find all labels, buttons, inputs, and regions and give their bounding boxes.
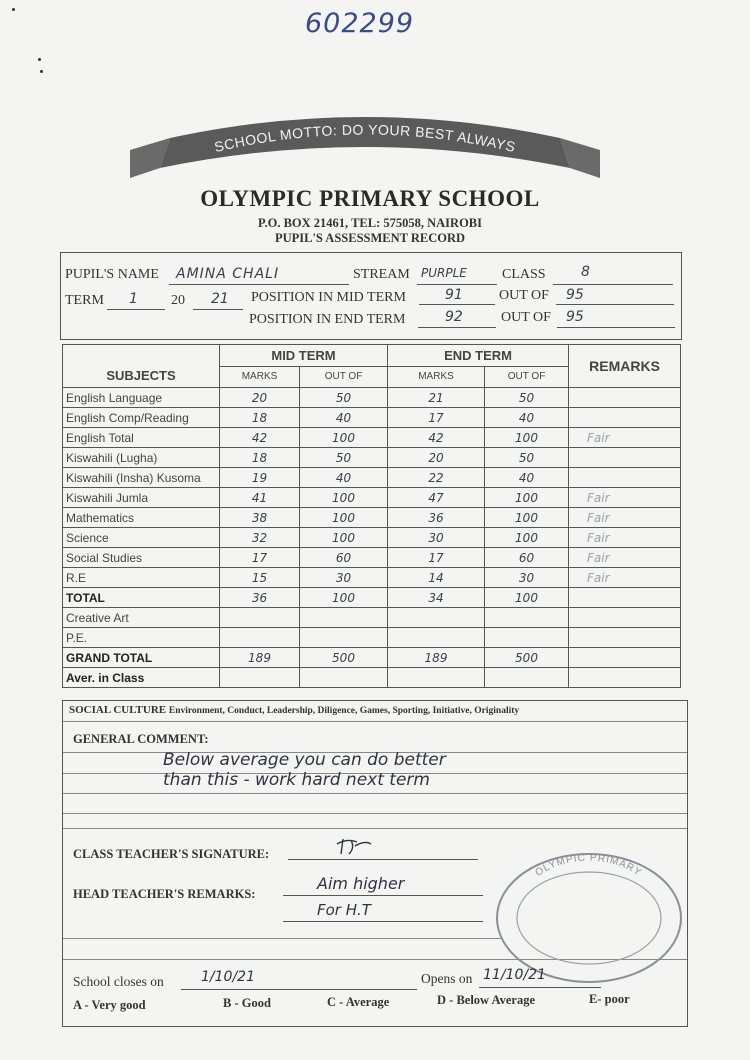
comment-line xyxy=(63,793,687,794)
mid-out-of-cell: 30 xyxy=(300,568,388,588)
social-culture-label xyxy=(69,704,519,716)
remark-cell xyxy=(569,588,681,608)
comment-line xyxy=(63,813,687,814)
general-comment-label: GENERAL COMMENT: xyxy=(73,732,209,746)
stamp-text: OLYMPIC PRIMARY xyxy=(533,852,644,879)
subject-cell: GRAND TOTAL xyxy=(63,648,220,668)
comments-box xyxy=(62,700,688,1027)
table-row xyxy=(63,468,681,488)
svg-text:OLYMPIC PRIMARY xyxy=(533,853,643,879)
mid-out-of-cell: 100 xyxy=(300,428,388,448)
end-out-of-cell: 100 xyxy=(485,488,569,508)
marks-body xyxy=(63,388,681,688)
mid-marks-cell: 32 xyxy=(220,528,300,548)
end-marks-cell: 17 xyxy=(388,408,485,428)
mid-out-of-cell: 100 xyxy=(300,528,388,548)
end-marks-cell: 36 xyxy=(388,508,485,528)
grade-c: C - Average xyxy=(327,995,390,1009)
school-stamp-icon xyxy=(491,846,687,986)
term-line xyxy=(107,309,165,310)
mid-out-of-cell xyxy=(300,628,388,648)
remark-cell xyxy=(569,608,681,628)
end-out-of-cell xyxy=(485,668,569,688)
subject-cell: Mathematics xyxy=(63,508,220,528)
subject-cell: Kiswahili (Lugha) xyxy=(63,448,220,468)
term-value: 1 xyxy=(129,291,138,307)
end-out-of-line xyxy=(557,327,675,328)
general-comment-line-1: Below average you can do better xyxy=(163,750,446,770)
class-value: 8 xyxy=(581,264,590,280)
mid-out-of-cell: 100 xyxy=(300,488,388,508)
table-row xyxy=(63,568,681,588)
remark-cell xyxy=(569,648,681,668)
school-closes-label: School closes on xyxy=(73,974,164,989)
remark-cell: Fair xyxy=(569,548,681,568)
subject-cell: English Total xyxy=(63,428,220,448)
mid-marks-cell: 41 xyxy=(220,488,300,508)
head-teacher-remark-1: Aim higher xyxy=(317,874,405,893)
end-marks-cell: 30 xyxy=(388,528,485,548)
table-row xyxy=(63,388,681,408)
table-row xyxy=(63,588,681,608)
mid-out-of-line xyxy=(556,304,674,305)
end-marks-cell: 17 xyxy=(388,548,485,568)
year-prefix: 20 xyxy=(171,293,185,308)
end-marks-cell: 42 xyxy=(388,428,485,448)
subject-cell: R.E xyxy=(63,568,220,588)
table-row xyxy=(63,548,681,568)
motto-banner xyxy=(130,108,600,188)
end-marks-cell xyxy=(388,608,485,628)
end-out-of-cell: 500 xyxy=(485,648,569,668)
mid-marks-cell: 38 xyxy=(220,508,300,528)
mid-position-line xyxy=(419,304,495,305)
mid-out-of-cell xyxy=(300,608,388,628)
mid-out-of-cell: 100 xyxy=(300,588,388,608)
mid-marks-cell xyxy=(220,628,300,648)
table-header-row xyxy=(63,345,681,367)
grade-a: A - Very good xyxy=(73,998,146,1012)
divider xyxy=(63,721,687,722)
remark-cell: Fair xyxy=(569,528,681,548)
end-marks-cell: 21 xyxy=(388,388,485,408)
mid-marks-cell: 18 xyxy=(220,408,300,428)
mid-out-of-value: 95 xyxy=(566,287,584,303)
end-out-of-value: 95 xyxy=(566,309,584,325)
table-row xyxy=(63,448,681,468)
end-out-of-cell: 30 xyxy=(485,568,569,588)
table-row xyxy=(63,428,681,448)
class-teacher-line xyxy=(288,859,478,860)
head-teacher-label: HEAD TEACHER'S REMARKS: xyxy=(73,887,256,901)
end-out-of-cell: 100 xyxy=(485,508,569,528)
remark-cell: Fair xyxy=(569,568,681,588)
mid-out-of-cell: 500 xyxy=(300,648,388,668)
mid-out-of-label: OUT OF xyxy=(499,288,549,303)
mid-marks-cell: 18 xyxy=(220,448,300,468)
remark-cell xyxy=(569,448,681,468)
pupil-info-box xyxy=(60,252,682,340)
mid-marks-cell: 42 xyxy=(220,428,300,448)
end-out-of-cell xyxy=(485,628,569,648)
subject-cell: English Language xyxy=(63,388,220,408)
subjects-header: SUBJECTS xyxy=(63,345,220,388)
closes-line xyxy=(181,989,417,990)
table-row xyxy=(63,668,681,688)
subject-cell: English Comp/Reading xyxy=(63,408,220,428)
subject-cell: Kiswahili (Insha) Kusoma xyxy=(63,468,220,488)
mid-out-of-cell: 40 xyxy=(300,468,388,488)
end-position-value: 92 xyxy=(445,309,463,325)
opens-value: 11/10/21 xyxy=(483,967,546,983)
speck xyxy=(38,58,41,61)
mid-out-of-cell: 60 xyxy=(300,548,388,568)
remark-cell: Fair xyxy=(569,428,681,448)
end-position-label: POSITION IN END TERM xyxy=(249,312,406,327)
mid-marks-cell: 19 xyxy=(220,468,300,488)
speck xyxy=(12,8,15,11)
mid-marks-cell: 17 xyxy=(220,548,300,568)
remark-cell: Fair xyxy=(569,508,681,528)
subject-cell: Social Studies xyxy=(63,548,220,568)
head-teacher-remark-2: For H.T xyxy=(317,901,371,919)
remark-cell xyxy=(569,668,681,688)
subject-cell: P.E. xyxy=(63,628,220,648)
comment-line xyxy=(63,828,687,829)
school-closes-value: 1/10/21 xyxy=(201,969,255,985)
table-row xyxy=(63,408,681,428)
mid-marks-header: MARKS xyxy=(220,366,300,388)
end-marks-cell: 47 xyxy=(388,488,485,508)
school-name: OLYMPIC PRIMARY SCHOOL xyxy=(200,186,540,211)
opens-line xyxy=(479,987,601,988)
mid-out-of-cell: 50 xyxy=(300,448,388,468)
end-term-header: END TERM xyxy=(388,345,569,367)
remark-cell xyxy=(569,628,681,648)
mid-marks-cell: 20 xyxy=(220,388,300,408)
divider xyxy=(63,938,503,939)
end-out-of-cell: 100 xyxy=(485,528,569,548)
grade-e: E- poor xyxy=(589,992,630,1006)
subject-cell: Creative Art xyxy=(63,608,220,628)
mid-out-of-header: OUT OF xyxy=(300,366,388,388)
end-marks-cell xyxy=(388,668,485,688)
end-marks-cell: 22 xyxy=(388,468,485,488)
mid-out-of-cell: 40 xyxy=(300,408,388,428)
end-out-of-label: OUT OF xyxy=(501,310,551,325)
head-teacher-line xyxy=(283,921,483,922)
pupil-name-label: PUPIL'S NAME xyxy=(65,267,159,282)
end-out-of-cell: 50 xyxy=(485,448,569,468)
year-value: 21 xyxy=(211,291,229,307)
end-out-of-cell: 100 xyxy=(485,428,569,448)
term-label: TERM xyxy=(65,293,104,308)
mid-out-of-cell xyxy=(300,668,388,688)
end-marks-header: MARKS xyxy=(388,366,485,388)
subject-cell: Aver. in Class xyxy=(63,668,220,688)
end-out-of-cell: 40 xyxy=(485,408,569,428)
marks-table xyxy=(62,344,681,688)
table-row xyxy=(63,608,681,628)
remarks-header: REMARKS xyxy=(569,345,681,388)
general-comment-line-2: than this - work hard next term xyxy=(163,770,430,790)
remark-cell xyxy=(569,468,681,488)
remark-cell: Fair xyxy=(569,488,681,508)
mid-out-of-cell: 100 xyxy=(300,508,388,528)
end-marks-cell: 189 xyxy=(388,648,485,668)
head-teacher-line xyxy=(283,895,483,896)
speck xyxy=(40,70,43,73)
stream-line xyxy=(417,284,497,285)
end-out-of-cell: 100 xyxy=(485,588,569,608)
class-teacher-label: CLASS TEACHER'S SIGNATURE: xyxy=(73,847,270,861)
class-line xyxy=(553,284,673,285)
pupil-name-value: AMINA CHALI xyxy=(176,266,280,282)
mid-marks-cell xyxy=(220,668,300,688)
school-address: P.O. BOX 21461, TEL: 575058, NAIROBI xyxy=(258,216,482,230)
end-marks-cell xyxy=(388,628,485,648)
subject-cell: Kiswahili Jumla xyxy=(63,488,220,508)
end-out-of-cell: 40 xyxy=(485,468,569,488)
mid-marks-cell: 189 xyxy=(220,648,300,668)
end-out-of-cell: 60 xyxy=(485,548,569,568)
mid-marks-cell: 15 xyxy=(220,568,300,588)
mid-marks-cell: 36 xyxy=(220,588,300,608)
end-marks-cell: 34 xyxy=(388,588,485,608)
document-id: 602299 xyxy=(305,8,415,39)
end-out-of-header: OUT OF xyxy=(485,366,569,388)
end-marks-cell: 20 xyxy=(388,448,485,468)
end-position-line xyxy=(418,327,496,328)
class-label: CLASS xyxy=(502,267,546,282)
social-culture-title: SOCIAL CULTURE xyxy=(69,704,167,716)
motto-text: SCHOOL MOTTO: DO YOUR BEST ALWAYS xyxy=(212,121,518,156)
table-row xyxy=(63,628,681,648)
year-line xyxy=(193,309,243,310)
mid-out-of-cell: 50 xyxy=(300,388,388,408)
record-title: PUPIL'S ASSESSMENT RECORD xyxy=(274,231,466,245)
subject-cell: Science xyxy=(63,528,220,548)
end-out-of-cell: 50 xyxy=(485,388,569,408)
table-row xyxy=(63,648,681,668)
mid-position-label: POSITION IN MID TERM xyxy=(251,290,406,305)
end-marks-cell: 14 xyxy=(388,568,485,588)
table-row xyxy=(63,528,681,548)
mid-position-value: 91 xyxy=(445,287,463,303)
mid-term-header: MID TERM xyxy=(220,345,388,367)
end-out-of-cell xyxy=(485,608,569,628)
class-teacher-signature-icon xyxy=(335,836,375,858)
stream-label: STREAM xyxy=(353,267,410,282)
social-culture-items: Environment, Conduct, Leadership, Diligence, Games, Sporting, Initiative, Originality xyxy=(168,706,520,716)
grade-d: D - Below Average xyxy=(437,993,536,1007)
grade-b: B - Good xyxy=(223,996,271,1010)
subject-cell: TOTAL xyxy=(63,588,220,608)
opens-label: Opens on xyxy=(421,971,473,986)
remark-cell xyxy=(569,388,681,408)
pupil-name-line xyxy=(169,284,349,285)
remark-cell xyxy=(569,408,681,428)
table-row xyxy=(63,508,681,528)
mid-marks-cell xyxy=(220,608,300,628)
stream-value: PURPLE xyxy=(421,266,467,280)
table-row xyxy=(63,488,681,508)
